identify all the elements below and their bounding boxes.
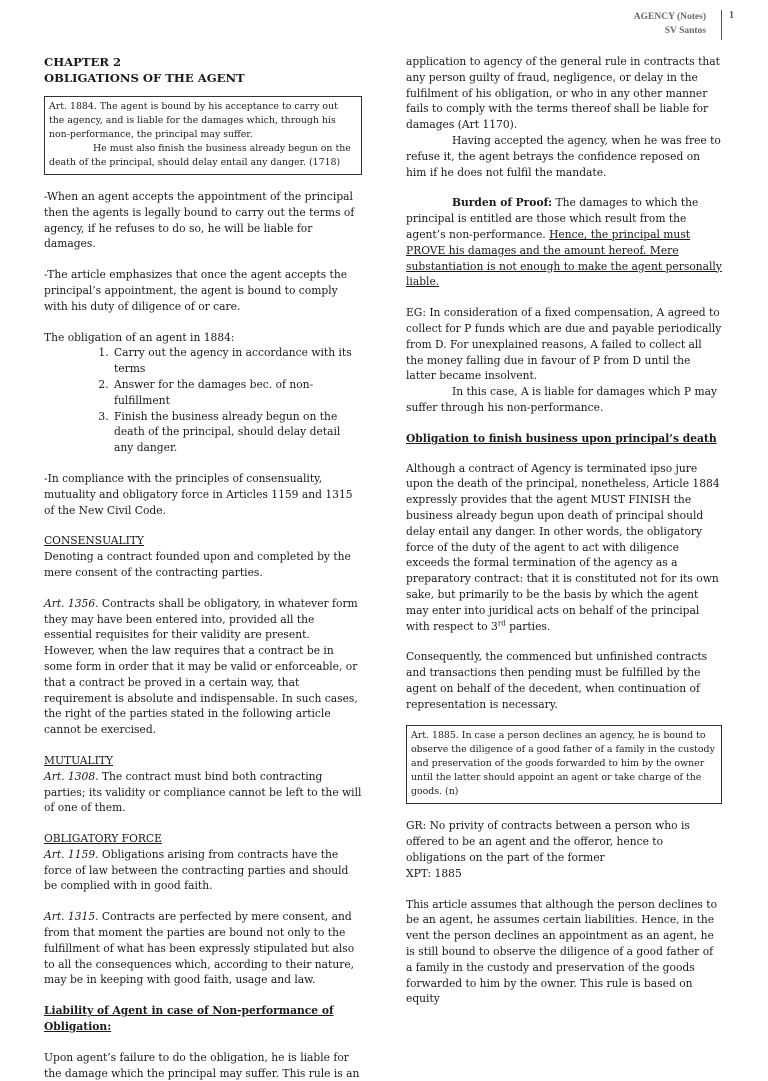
example-case-text: In this case, A is liable for damages which P may suffer through his non-performance. [406,385,718,414]
consensuality-heading: CONSENSUALITY [44,534,144,548]
paragraph-agent-accepts: -When an agent accepts the appointment of the principal then the agents is legally bound to carry out the terms of agency, if he refuses to do so, he will be liable for damages. [44,190,355,251]
left-column [44,54,362,1081]
art-1159-label: Art. 1159 [44,847,96,861]
list-item: 2. Answer for the damages bec. of non-fulfillment [112,377,362,409]
art-1308-paragraph [44,769,362,816]
mutuality-heading: MUTUALITY [44,753,113,767]
accepted-agency-text: Having accepted the agency, when he was free to refuse it, the agent betrays the confidence reposed on him if he does not fulfil the mandate. [406,133,721,179]
art-1884-text-2: He must also finish the business already begun on the death of the principal, should delay entail any danger. (1718) [49,143,351,168]
chapter-title: OBLIGATIONS OF THE AGENT [44,71,245,85]
list-item: 3. Finish the business already begun on the death of the principal, should delay detail any danger. [112,409,362,456]
death-obligation-paragraph [406,461,722,635]
continuation-text: application to agency of the general rule in contracts that any person guilty of fraud, negligence, or delay in the fulfilment of his obligation, or who in any other manner fails to comply with the terms thereof shall be liable for damages (Art 1170). [406,55,720,132]
art-1885-box [406,725,722,804]
header-title: AGENCY (Notes) [633,12,706,22]
art-1356-label: Art. 1356 [44,596,96,610]
burden-of-proof-label: Burden of Proof: [452,196,553,210]
art-1315-label: Art. 1315 [44,910,96,924]
header-author: SV Santos [664,26,706,36]
death-obligation-heading: Obligation to finish business upon principal’s death [406,431,717,445]
burden-of-proof-text: The damages to which the principal is entitled are those which result from the agent’s non-performance. [406,196,699,241]
obligations-list [44,345,362,456]
liability-text: Upon agent’s failure to do the obligation, he is liable for the damage which the principal may suffer. This rule is an [44,1050,360,1080]
burden-of-proof-paragraph [406,195,722,290]
ordinal-suffix: rd [497,618,506,627]
page-number: 1 [729,10,734,21]
art-1884-text: Art. 1884. The agent is bound by his acceptance to carry out the agency, and is liable for the damages which, through his non-performance, the principal may suffer. [49,101,338,140]
list-item: 1. Carry out the agency in accordance with its terms [112,345,362,377]
list-intro: The obligation of an agent in 1884: [44,330,235,344]
art-1884-box [44,96,362,175]
example-text: EG: In consideration of a fixed compensation, A agreed to collect for P funds which are due and payable periodically from D. For unexplained reasons, A failed to collect all the money falling due in favour of P from D until the latter became insolvent. [406,306,722,383]
chapter-number: CHAPTER 2 [44,55,122,69]
consensuality-definition: Denoting a contract founded upon and completed by the mere consent of the contracting parties. [44,550,351,579]
paragraph-compliance: -In compliance with the principles of consensuality, mutuality and obligatory force in Articles 1159 and 1315 of the New Civil Code. [44,471,353,517]
art-1159-paragraph [44,847,362,894]
art-1308-label: Art. 1308 [44,769,96,783]
death-obligation-end: parties. [505,619,551,633]
header-divider [721,10,722,40]
art-1159-text: . Obligations arising from contracts have the force of law between the contracting parties and should be complied with in good faith. [44,847,349,893]
final-paragraph: This article assumes that although the person declines to be an agent, he assumes certain liabilities. Hence, in the vent the person declines an appointment as an agent, he is still bound to observe the diligence of a good father of a family in the custody and preservation of the goods forwarded to him by the owner. This rule is based on equity [406,897,718,1006]
paragraph-emphasis: -The article emphasizes that once the agent accepts the principal’s appointment, the agent is bound to comply with his duty of diligence of or care. [44,268,348,313]
general-rule-text: GR: No privity of contracts between a person who is offered to be an agent and the offeror, hence to obligations on the part of the former [406,819,690,865]
obligatory-force-heading: OBLIGATORY FORCE [44,832,162,846]
art-1356-text: . Contracts shall be obligatory, in whatever form they may have been entered into, provided all the essential requisites for their validity are present. However, when the law requires that a contract be in some form in order that it may be valid or enforceable, or that a contract be proved in a certain way, that requirement is absolute and indispensable. In such cases, the right of the parties stated in the following article cannot be exercised. [44,596,358,737]
art-1315-text: . Contracts are perfected by mere consent, and from that moment the parties are bound not only to the fulfillment of what has been expressly stipulated but also to all the consequences which, according to their nature, may be in keeping with good faith, usage and law. [44,910,355,987]
burden-of-proof-underlined: Hence, the principal must PROVE his damages and the amount hereof. Mere substantiation is not enough to make the agent personally liable. [406,227,722,289]
death-obligation-text: Although a contract of Agency is terminated ipso jure upon the death of the principal, nonetheless, Article 1884 expressly provides that the agent MUST FINISH the business already begun upon death of principal should delay entail any danger. In other words, the obligatory force of the duty of the agent to act with diligence exceeds the formal termination of the agency as a preparatory contract: that it is constituted not for its own sake, but primarily to be the basis by which the agent may enter into juridical acts on behalf of the principal with respect to 3 [406,461,720,633]
liability-heading: Liability of Agent in case of Non-performance of Obligation: [44,1004,334,1034]
art-1885-text: Art. 1885. In case a person declines an agency, he is bound to observe the diligence of a good father of a family in the custody and preservation of the goods forwarded to him by the owner until the latter should appoint an agent or take charge of the goods. (n) [411,730,715,798]
exception-text: XPT: 1885 [406,866,462,880]
art-1308-text: . The contract must bind both contracting parties; its validity or compliance cannot be left to the will of one of them. [44,769,362,815]
consequently-text: Consequently, the commenced but unfinished contracts and transactions then pending must be fulfilled by the agent on behalf of the decedent, when continuation of representation is necessary. [406,650,708,711]
art-1356-paragraph [44,596,362,738]
right-column [406,54,722,1007]
art-1315-paragraph [44,909,362,988]
page-header [600,10,750,42]
